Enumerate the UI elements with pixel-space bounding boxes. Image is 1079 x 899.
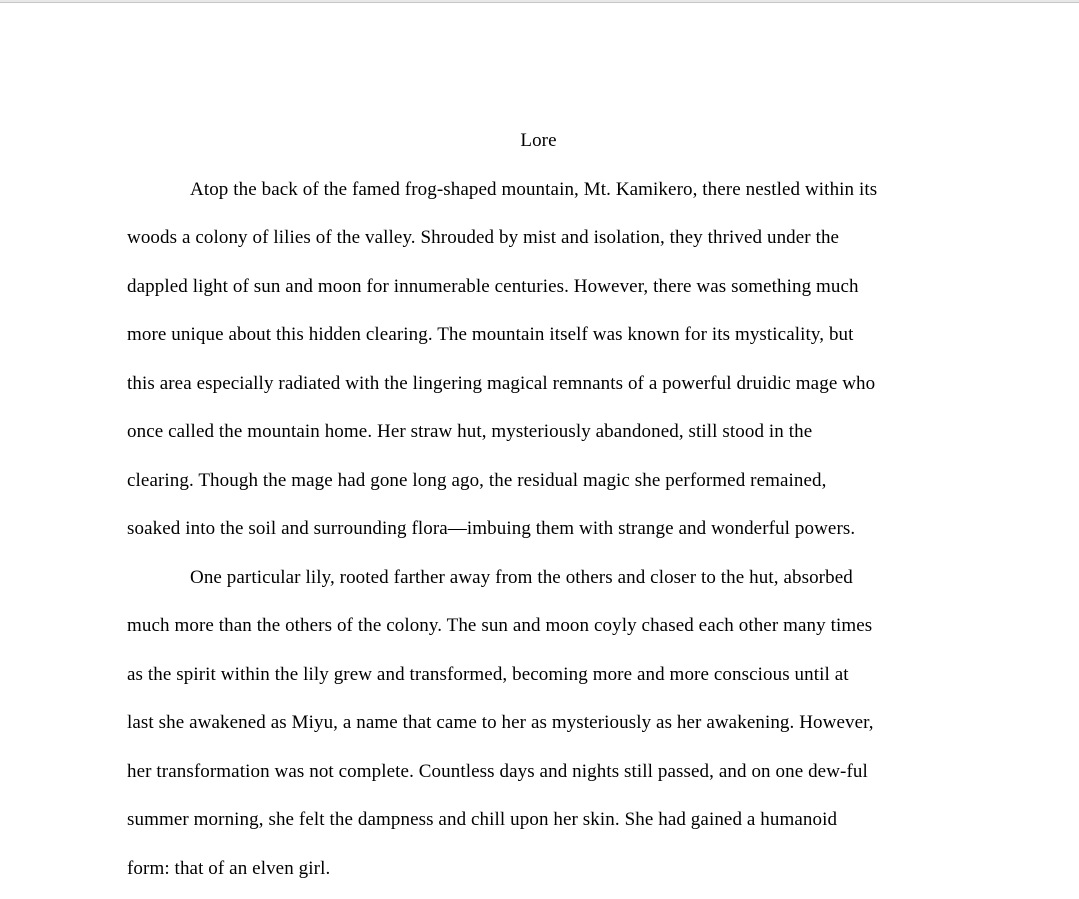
text-line: once called the mountain home. Her straw hut, mysteriously abandoned, still stood in the xyxy=(127,421,813,442)
text-line: form: that of an elven girl. xyxy=(127,857,331,879)
text-line: One particular lily, rooted farther away from the others and closer to the hut, absorbed xyxy=(190,566,853,588)
text-line: more unique about this hidden clearing. The mountain itself was known for its mysticality, but xyxy=(127,324,854,345)
document-page[interactable] xyxy=(127,117,950,893)
text-line: clearing. Though the mage had gone long ago, the residual magic she performed remained, xyxy=(127,469,827,491)
document-body xyxy=(127,166,950,894)
text-line: woods a colony of lilies of the valley. Shrouded by mist and isolation, they thrived under the xyxy=(127,227,840,248)
text-line: as the spirit within the lily grew and transformed, becoming more and more conscious until at xyxy=(127,663,849,685)
text-line: this area especially radiated with the lingering magical remnants of a powerful druidic mage who xyxy=(127,372,876,394)
text-line: dappled light of sun and moon for innumerable centuries. However, there was something much xyxy=(127,275,859,297)
paragraph xyxy=(127,554,950,894)
text-line: soaked into the soil and surrounding flora—imbuing them with strange and wonderful powers. xyxy=(127,518,856,539)
page-top-border xyxy=(0,0,1079,3)
document-title: Lore xyxy=(520,130,557,151)
paragraph xyxy=(127,166,950,554)
text-line: last she awakened as Miyu, a name that came to her as mysteriously as her awakening. However, xyxy=(127,712,874,733)
text-line: her transformation was not complete. Countless days and nights still passed, and on one dew-ful xyxy=(127,760,868,782)
text-line: much more than the others of the colony. The sun and moon coyly chased each other many times xyxy=(127,615,873,636)
text-line: summer morning, she felt the dampness and chill upon her skin. She had gained a humanoid xyxy=(127,809,838,830)
text-line: Atop the back of the famed frog-shaped mountain, Mt. Kamikero, there nestled within its xyxy=(190,178,878,200)
